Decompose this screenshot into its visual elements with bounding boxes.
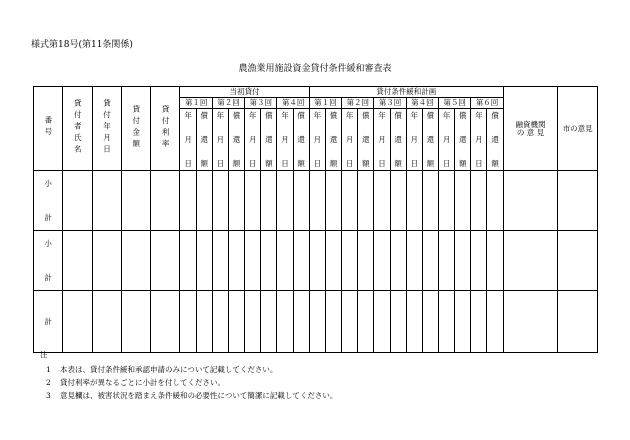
sub-amount: 償 還 額: [261, 109, 277, 171]
header-city-opinion: 市の意見: [558, 87, 598, 171]
header-loan-amount: 貸付金額: [121, 87, 150, 171]
cell-bank-opinion[interactable]: [503, 291, 558, 353]
cell[interactable]: [277, 231, 293, 291]
cell[interactable]: [277, 171, 293, 231]
note-item-1: 1 本表は、貸付条件緩和承認申請のみについて記載してください。: [46, 365, 278, 374]
cell-city-opinion[interactable]: [558, 231, 598, 291]
cell[interactable]: [293, 231, 309, 291]
cell-bank-opinion[interactable]: [503, 231, 558, 291]
cell-loan-date[interactable]: [92, 171, 121, 231]
sub-amount: 償 還 額: [358, 109, 374, 171]
cell[interactable]: [374, 171, 390, 231]
cell[interactable]: [196, 171, 212, 231]
sub-amount: 償 還 額: [455, 109, 471, 171]
cell[interactable]: [374, 291, 390, 353]
cell-bank-opinion[interactable]: [503, 171, 558, 231]
header-bank-opinion: 融資機関 の 意 見: [503, 87, 558, 171]
cell-loan-amount[interactable]: [121, 171, 150, 231]
cell[interactable]: [438, 291, 454, 353]
cell[interactable]: [293, 171, 309, 231]
cell[interactable]: [438, 231, 454, 291]
cell[interactable]: [180, 291, 196, 353]
cell[interactable]: [228, 291, 244, 353]
cell[interactable]: [196, 291, 212, 353]
cell[interactable]: [487, 291, 503, 353]
cell-borrower[interactable]: [63, 171, 92, 231]
cell[interactable]: [309, 291, 325, 353]
cell[interactable]: [455, 171, 471, 231]
cell-loan-amount[interactable]: [121, 231, 150, 291]
initial-round-2: 第２回: [212, 98, 244, 109]
cell[interactable]: [422, 291, 438, 353]
sub-date: 年 月 日: [245, 109, 261, 171]
subtotal-label: 小 計: [34, 171, 63, 231]
cell[interactable]: [390, 231, 406, 291]
relief-round-1: 第１回: [309, 98, 341, 109]
cell-interest-rate[interactable]: [151, 171, 180, 231]
cell-loan-date[interactable]: [92, 291, 121, 353]
cell[interactable]: [390, 291, 406, 353]
cell[interactable]: [212, 171, 228, 231]
initial-round-3: 第３回: [245, 98, 277, 109]
total-label: 計: [34, 291, 63, 353]
header-number: 番号: [34, 87, 63, 171]
cell[interactable]: [293, 291, 309, 353]
sub-date: 年 月 日: [212, 109, 228, 171]
cell[interactable]: [471, 171, 487, 231]
relief-round-2: 第２回: [342, 98, 374, 109]
initial-round-4: 第４回: [277, 98, 309, 109]
sub-date: 年 月 日: [471, 109, 487, 171]
sub-date: 年 月 日: [277, 109, 293, 171]
cell[interactable]: [455, 231, 471, 291]
cell[interactable]: [228, 171, 244, 231]
note-item-3: 3 意見欄は、被害状況を踏まえ条件緩和の必要性について簡潔に記載してください。: [46, 391, 338, 400]
document-title: 農漁業用施設資金貸付条件緩和審査表: [238, 64, 392, 74]
cell[interactable]: [374, 231, 390, 291]
cell-interest-rate[interactable]: [151, 231, 180, 291]
cell[interactable]: [406, 291, 422, 353]
cell[interactable]: [471, 231, 487, 291]
cell-city-opinion[interactable]: [558, 171, 598, 231]
cell[interactable]: [487, 231, 503, 291]
relief-round-6: 第６回: [471, 98, 503, 109]
sub-amount: 償 還 額: [422, 109, 438, 171]
cell[interactable]: [309, 171, 325, 231]
cell-loan-amount[interactable]: [121, 291, 150, 353]
cell[interactable]: [406, 171, 422, 231]
notes-heading: 注: [40, 350, 48, 359]
cell[interactable]: [358, 231, 374, 291]
sub-amount: 償 還 額: [487, 109, 503, 171]
cell[interactable]: [325, 171, 341, 231]
sub-amount: 償 還 額: [293, 109, 309, 171]
cell[interactable]: [342, 171, 358, 231]
note-item-2: 2 貸付利率が異なるごとに小計を付してください。: [46, 378, 225, 387]
sub-date: 年 月 日: [438, 109, 454, 171]
cell[interactable]: [261, 171, 277, 231]
sub-date: 年 月 日: [342, 109, 358, 171]
header-relief-plan: 貸付条件緩和計画: [309, 87, 503, 98]
cell[interactable]: [277, 291, 293, 353]
cell[interactable]: [422, 171, 438, 231]
cell-interest-rate[interactable]: [151, 291, 180, 353]
subtotal-label: 小 計: [34, 231, 63, 291]
sub-date: 年 月 日: [180, 109, 196, 171]
cell[interactable]: [422, 231, 438, 291]
cell-borrower[interactable]: [63, 231, 92, 291]
cell[interactable]: [358, 171, 374, 231]
cell[interactable]: [342, 231, 358, 291]
cell[interactable]: [180, 171, 196, 231]
form-number: 様式第18号(第11条関係): [31, 40, 133, 50]
header-borrower: 貸付者氏名: [63, 87, 92, 171]
review-table: [33, 86, 598, 353]
cell-city-opinion[interactable]: [558, 291, 598, 353]
sub-amount: 償 還 額: [228, 109, 244, 171]
cell[interactable]: [261, 231, 277, 291]
sub-date: 年 月 日: [406, 109, 422, 171]
total-row: [34, 291, 598, 353]
relief-round-4: 第４回: [406, 98, 438, 109]
sub-amount: 償 還 額: [196, 109, 212, 171]
cell[interactable]: [228, 231, 244, 291]
subtotal-row: [34, 171, 598, 231]
cell[interactable]: [245, 231, 261, 291]
header-loan-date: 貸付年月日: [92, 87, 121, 171]
relief-round-5: 第５回: [438, 98, 470, 109]
cell[interactable]: [325, 291, 341, 353]
cell[interactable]: [358, 291, 374, 353]
cell[interactable]: [261, 291, 277, 353]
cell[interactable]: [406, 231, 422, 291]
cell[interactable]: [212, 291, 228, 353]
cell[interactable]: [471, 291, 487, 353]
initial-round-1: 第１回: [180, 98, 212, 109]
sub-date: 年 月 日: [309, 109, 325, 171]
header-interest-rate: 貸付利率: [151, 87, 180, 171]
cell[interactable]: [390, 171, 406, 231]
cell[interactable]: [438, 171, 454, 231]
cell-borrower[interactable]: [63, 291, 92, 353]
cell[interactable]: [196, 231, 212, 291]
cell[interactable]: [325, 231, 341, 291]
sub-amount: 償 還 額: [325, 109, 341, 171]
cell[interactable]: [245, 171, 261, 231]
cell[interactable]: [180, 231, 196, 291]
cell[interactable]: [455, 291, 471, 353]
sub-date: 年 月 日: [374, 109, 390, 171]
cell[interactable]: [309, 231, 325, 291]
header-initial-loan: 当初貸付: [180, 87, 309, 98]
cell-loan-date[interactable]: [92, 231, 121, 291]
sub-amount: 償 還 額: [390, 109, 406, 171]
cell[interactable]: [245, 291, 261, 353]
relief-round-3: 第３回: [374, 98, 406, 109]
cell[interactable]: [487, 171, 503, 231]
cell[interactable]: [212, 231, 228, 291]
cell[interactable]: [342, 291, 358, 353]
subtotal-row: [34, 231, 598, 291]
